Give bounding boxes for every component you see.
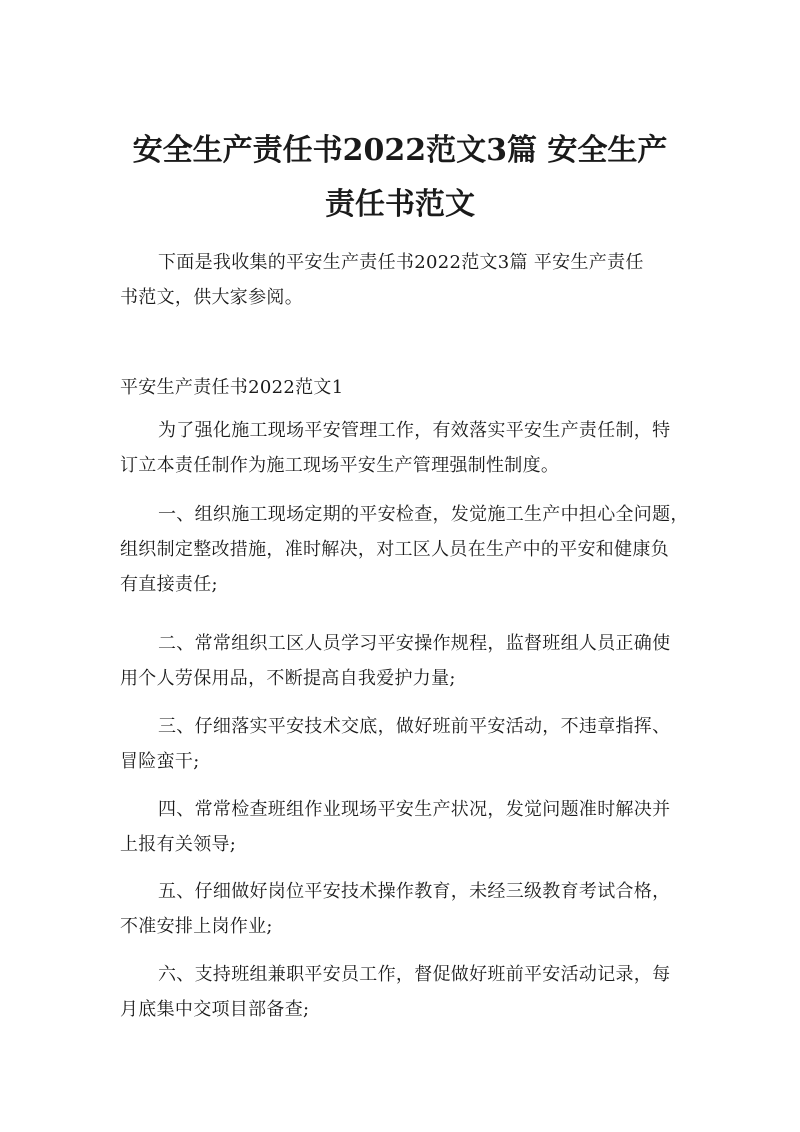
paragraph-line: 上报有关领导; (120, 834, 237, 855)
paragraph-item-1 (120, 497, 689, 602)
paragraph-item-3 (120, 709, 686, 779)
paragraph-line: 订立本责任制作为施工现场平安生产管理强制性制度。 (120, 455, 560, 476)
paragraph-line: 月底集中交项目部备查; (120, 999, 310, 1020)
paragraph-line: 组织制定整改措施，准时解决，对工区人员在生产中的平安和健康负 (120, 539, 669, 560)
paragraph-item-2 (120, 626, 686, 696)
title-line-2: 责任书范文 (325, 187, 475, 222)
section-heading-text: 平安生产责任书2022范文1 (120, 377, 344, 398)
paragraph-line: 为了强化施工现场平安管理工作，有效落实平安生产责任制，特 (158, 420, 671, 441)
intro-paragraph (120, 245, 686, 315)
paragraph-item-4 (120, 792, 686, 862)
document-title (110, 124, 690, 232)
paragraph-purpose (120, 413, 686, 483)
paragraph-line: 用个人劳保用品，不断提高自我爱护力量; (120, 668, 456, 689)
section-heading (120, 370, 686, 405)
paragraph-line: 有直接责任; (120, 574, 218, 595)
paragraph-line: 三、仔细落实平安技术交底，做好班前平安活动，不违章指挥、 (158, 716, 671, 737)
paragraph-line: 五、仔细做好岗位平安技术操作教育，未经三级教育考试合格， (158, 881, 671, 902)
title-line-1: 安全生产责任书2022范文3篇 安全生产 (132, 133, 668, 168)
intro-line-1: 下面是我收集的平安生产责任书2022范文3篇 平安生产责任 (158, 252, 644, 273)
paragraph-line: 一、组织施工现场定期的平安检查，发觉施工生产中担心全问题， (158, 504, 689, 525)
paragraph-line: 冒险蛮干; (120, 751, 200, 772)
paragraph-item-5 (120, 874, 686, 944)
paragraph-line: 四、常常检查班组作业现场平安生产状况，发觉问题准时解决并 (158, 799, 671, 820)
paragraph-line: 不准安排上岗作业; (120, 916, 273, 937)
paragraph-line: 二、常常组织工区人员学习平安操作规程，监督班组人员正确使 (158, 633, 671, 654)
paragraph-item-6 (120, 957, 686, 1027)
paragraph-line: 六、支持班组兼职平安员工作，督促做好班前平安活动记录，每 (158, 964, 671, 985)
intro-line-2: 书范文，供大家参阅。 (120, 287, 303, 308)
